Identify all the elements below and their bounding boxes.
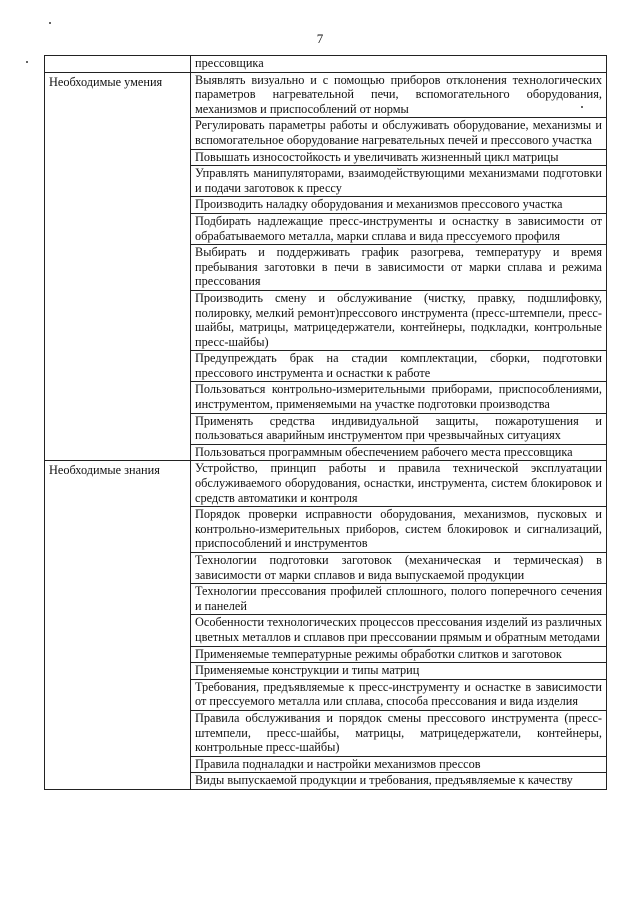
section-item: Правила подналадки и настройки механизмов прессов <box>191 756 607 773</box>
section-label: Необходимые знания <box>45 461 191 789</box>
section-item: Применяемые конструкции и типы матриц <box>191 663 607 680</box>
section-item: Управлять манипуляторами, взаимодействующими механизмами подготовки и подачи заготовок к прессу <box>191 166 607 197</box>
section-item: Особенности технологических процессов прессования изделий из различных цветных металлов и сплавов при прессовании прямым и обратным методами <box>191 615 607 646</box>
scan-speck <box>49 22 51 24</box>
section-item: Выявлять визуально и с помощью приборов отклонения технологических параметров нагревательной печи, вспомогательного оборудования, механизмов и приспособлений от нормы <box>191 72 607 118</box>
scan-speck <box>26 61 28 63</box>
section-item: Пользоваться контрольно-измерительными приборами, приспособлениями, инструментом, применяемыми на участке подготовки производства <box>191 382 607 413</box>
section-item: Выбирать и поддерживать график разогрева, температуру и время пребывания заготовки в печи в зависимости от марки сплава и режима прессования <box>191 245 607 291</box>
requirements-table <box>44 55 607 790</box>
section-item: Виды выпускаемой продукции и требования, предъявляемые к качеству <box>191 773 607 790</box>
section-item: Повышать износостойкость и увеличивать жизненный цикл матрицы <box>191 149 607 166</box>
section-item: Производить наладку оборудования и механизмов прессового участка <box>191 197 607 214</box>
section-label: Необходимые умения <box>45 72 191 461</box>
section-item: Применяемые температурные режимы обработки слитков и заготовок <box>191 646 607 663</box>
section-item: Требования, предъявляемые к пресс-инструменту и оснастке в зависимости от прессуемого металла или сплава, способа прессования и вида изделия <box>191 679 607 710</box>
section-item: Правила обслуживания и порядок смены прессового инструмента (пресс-штемпели, пресс-шайбы, матрицы, матрицедержатели, контейнеры, контрольные пресс-шайбы) <box>191 710 607 756</box>
section-item: Производить смену и обслуживание (чистку, правку, подшлифовку, полировку, мелкий ремонт)прессового инструмента (пресс-штемпели, пресс-шайбы, матрицы, матрицедержатели, контейнеры, подкладки, контрольные пресс-шайбы) <box>191 290 607 350</box>
section-item: Пользоваться программным обеспечением рабочего места прессовщика <box>191 444 607 461</box>
section-item: Порядок проверки исправности оборудования, механизмов, пусковых и контрольно-измерительных приборов, систем блокировок и сигнализаций, приспособлений и инструментов <box>191 507 607 553</box>
page-number: 7 <box>316 31 324 46</box>
section-item: Подбирать надлежащие пресс-инструменты и оснастку в зависимости от обрабатываемого металла, марки сплава и вида прессуемого профиля <box>191 213 607 244</box>
table-row <box>45 461 607 507</box>
section-item: Применять средства индивидуальной защиты, пожаротушения и пользоваться аварийным инструментом при чрезвычайных ситуациях <box>191 413 607 444</box>
requirements-table-container <box>44 55 607 790</box>
section-item: Предупреждать брак на стадии комплектации, сборки, подготовки прессового инструмента и оснастки к работе <box>191 351 607 382</box>
empty-label-cell <box>45 56 191 73</box>
continuation-cell: прессовщика <box>191 56 607 73</box>
table-row <box>45 72 607 118</box>
section-item: Устройство, принцип работы и правила технической эксплуатации обслуживаемого оборудования, оснастки, инструмента, систем блокировок и средств автоматики и контроля <box>191 461 607 507</box>
section-item: Технологии подготовки заготовок (механическая и термическая) в зависимости от марки сплавов и вида выпускаемой продукции <box>191 553 607 584</box>
continuation-row <box>45 56 607 73</box>
section-item: Регулировать параметры работы и обслуживать оборудование, механизмы и вспомогательное оборудование нагревательных печей и прессового участка <box>191 118 607 149</box>
requirements-table-body <box>45 56 607 790</box>
section-item: Технологии прессования профилей сплошного, полого поперечного сечения и панелей <box>191 584 607 615</box>
